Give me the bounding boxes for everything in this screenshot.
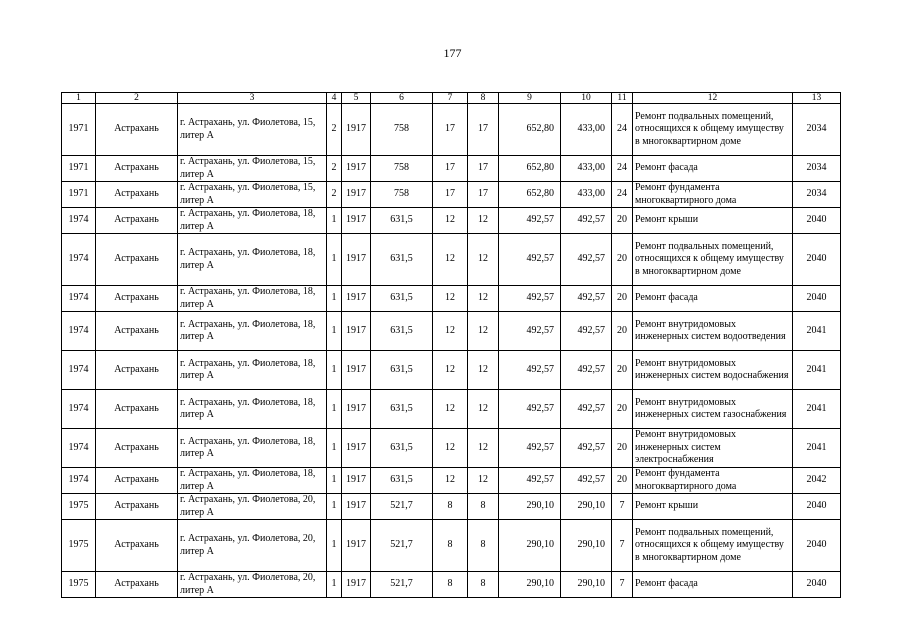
cell-col-11: 20 [612, 390, 633, 429]
cell-col-9: 492,57 [499, 429, 561, 468]
cell-code: 1974 [62, 390, 96, 429]
cell-col-11: 24 [612, 156, 633, 182]
cell-col-11: 24 [612, 104, 633, 156]
cell-col-9: 652,80 [499, 104, 561, 156]
cell-address: г. Астрахань, ул. Фиолетова, 18, литер А [178, 286, 327, 312]
cell-work-type: Ремонт фасада [633, 572, 793, 598]
column-number: 7 [433, 93, 468, 104]
cell-area: 631,5 [371, 234, 433, 286]
cell-col-10: 492,57 [561, 234, 612, 286]
cell-city: Астрахань [96, 572, 178, 598]
cell-city: Астрахань [96, 286, 178, 312]
cell-area: 758 [371, 156, 433, 182]
cell-col-9: 492,57 [499, 208, 561, 234]
cell-col-4: 1 [327, 208, 342, 234]
cell-city: Астрахань [96, 156, 178, 182]
cell-col-9: 492,57 [499, 312, 561, 351]
cell-code: 1974 [62, 312, 96, 351]
cell-col-11: 7 [612, 572, 633, 598]
cell-year: 1917 [342, 234, 371, 286]
table-row [62, 494, 841, 520]
cell-address: г. Астрахань, ул. Фиолетова, 18, литер А [178, 390, 327, 429]
cell-work-type: Ремонт фундамента многоквартирного дома [633, 182, 793, 208]
column-number-row [62, 93, 841, 104]
cell-col-9: 652,80 [499, 182, 561, 208]
cell-code: 1975 [62, 520, 96, 572]
cell-planned-year: 2040 [793, 208, 841, 234]
column-number: 8 [468, 93, 499, 104]
cell-work-type: Ремонт подвальных помещений, относящихся к общему имуществу в многоквартирном доме [633, 234, 793, 286]
cell-col-10: 492,57 [561, 286, 612, 312]
cell-col-11: 20 [612, 312, 633, 351]
cell-code: 1975 [62, 494, 96, 520]
cell-col-4: 1 [327, 312, 342, 351]
cell-col-7: 12 [433, 468, 468, 494]
cell-city: Астрахань [96, 468, 178, 494]
cell-col-7: 17 [433, 182, 468, 208]
cell-planned-year: 2041 [793, 429, 841, 468]
table-row [62, 468, 841, 494]
cell-col-4: 1 [327, 494, 342, 520]
cell-col-8: 8 [468, 520, 499, 572]
cell-work-type: Ремонт крыши [633, 494, 793, 520]
cell-year: 1917 [342, 104, 371, 156]
cell-col-11: 24 [612, 182, 633, 208]
cell-col-9: 652,80 [499, 156, 561, 182]
cell-work-type: Ремонт фасада [633, 286, 793, 312]
table-row [62, 156, 841, 182]
cell-col-7: 12 [433, 208, 468, 234]
cell-city: Астрахань [96, 182, 178, 208]
cell-address: г. Астрахань, ул. Фиолетова, 15, литер А [178, 156, 327, 182]
cell-work-type: Ремонт подвальных помещений, относящихся к общему имуществу в многоквартирном доме [633, 520, 793, 572]
cell-city: Астрахань [96, 494, 178, 520]
cell-col-9: 492,57 [499, 286, 561, 312]
column-number: 3 [178, 93, 327, 104]
cell-col-9: 492,57 [499, 468, 561, 494]
cell-col-7: 8 [433, 572, 468, 598]
cell-address: г. Астрахань, ул. Фиолетова, 20, литер А [178, 572, 327, 598]
cell-work-type: Ремонт внутридомовых инженерных систем газоснабжения [633, 390, 793, 429]
cell-planned-year: 2040 [793, 286, 841, 312]
column-number: 9 [499, 93, 561, 104]
cell-code: 1971 [62, 182, 96, 208]
cell-col-11: 20 [612, 468, 633, 494]
cell-work-type: Ремонт крыши [633, 208, 793, 234]
cell-planned-year: 2040 [793, 572, 841, 598]
cell-col-8: 12 [468, 429, 499, 468]
cell-col-8: 17 [468, 104, 499, 156]
table-row [62, 572, 841, 598]
cell-col-7: 12 [433, 234, 468, 286]
cell-col-4: 1 [327, 234, 342, 286]
cell-col-7: 17 [433, 104, 468, 156]
cell-col-10: 290,10 [561, 494, 612, 520]
cell-col-11: 20 [612, 429, 633, 468]
cell-code: 1974 [62, 351, 96, 390]
table-row [62, 286, 841, 312]
cell-col-10: 492,57 [561, 312, 612, 351]
cell-planned-year: 2042 [793, 468, 841, 494]
cell-col-7: 12 [433, 351, 468, 390]
cell-code: 1971 [62, 156, 96, 182]
cell-col-4: 1 [327, 429, 342, 468]
table-row [62, 520, 841, 572]
cell-col-9: 492,57 [499, 351, 561, 390]
cell-year: 1917 [342, 312, 371, 351]
cell-code: 1974 [62, 286, 96, 312]
column-number: 10 [561, 93, 612, 104]
cell-col-8: 12 [468, 390, 499, 429]
cell-col-9: 492,57 [499, 234, 561, 286]
cell-area: 631,5 [371, 468, 433, 494]
cell-col-4: 2 [327, 104, 342, 156]
cell-area: 521,7 [371, 494, 433, 520]
cell-col-4: 1 [327, 351, 342, 390]
cell-col-9: 290,10 [499, 494, 561, 520]
cell-code: 1974 [62, 234, 96, 286]
cell-col-9: 492,57 [499, 390, 561, 429]
cell-year: 1917 [342, 286, 371, 312]
cell-area: 521,7 [371, 572, 433, 598]
cell-col-7: 17 [433, 156, 468, 182]
cell-col-10: 290,10 [561, 572, 612, 598]
cell-year: 1917 [342, 494, 371, 520]
cell-address: г. Астрахань, ул. Фиолетова, 15, литер А [178, 182, 327, 208]
cell-col-8: 8 [468, 572, 499, 598]
cell-col-4: 1 [327, 572, 342, 598]
cell-col-8: 12 [468, 208, 499, 234]
table-row [62, 104, 841, 156]
cell-area: 631,5 [371, 286, 433, 312]
cell-col-8: 17 [468, 182, 499, 208]
cell-area: 521,7 [371, 520, 433, 572]
cell-col-7: 12 [433, 312, 468, 351]
cell-year: 1917 [342, 429, 371, 468]
cell-city: Астрахань [96, 429, 178, 468]
cell-col-4: 2 [327, 156, 342, 182]
cell-col-10: 433,00 [561, 104, 612, 156]
column-number: 5 [342, 93, 371, 104]
cell-col-8: 17 [468, 156, 499, 182]
cell-col-8: 12 [468, 312, 499, 351]
cell-code: 1974 [62, 429, 96, 468]
table-row [62, 390, 841, 429]
cell-area: 631,5 [371, 351, 433, 390]
column-number: 11 [612, 93, 633, 104]
cell-city: Астрахань [96, 234, 178, 286]
cell-address: г. Астрахань, ул. Фиолетова, 20, литер А [178, 520, 327, 572]
cell-col-9: 290,10 [499, 520, 561, 572]
cell-year: 1917 [342, 182, 371, 208]
cell-address: г. Астрахань, ул. Фиолетова, 18, литер А [178, 312, 327, 351]
cell-year: 1917 [342, 468, 371, 494]
cell-col-7: 12 [433, 390, 468, 429]
cell-col-8: 12 [468, 234, 499, 286]
cell-work-type: Ремонт внутридомовых инженерных систем водоотведения [633, 312, 793, 351]
table-row [62, 234, 841, 286]
cell-work-type: Ремонт фасада [633, 156, 793, 182]
table-row [62, 312, 841, 351]
cell-col-4: 1 [327, 286, 342, 312]
cell-planned-year: 2034 [793, 104, 841, 156]
cell-col-10: 290,10 [561, 520, 612, 572]
cell-code: 1971 [62, 104, 96, 156]
cell-year: 1917 [342, 208, 371, 234]
cell-col-10: 433,00 [561, 156, 612, 182]
cell-area: 631,5 [371, 208, 433, 234]
table-body [62, 93, 841, 598]
cell-planned-year: 2034 [793, 182, 841, 208]
cell-area: 631,5 [371, 312, 433, 351]
cell-col-7: 8 [433, 520, 468, 572]
cell-col-11: 20 [612, 286, 633, 312]
cell-work-type: Ремонт внутридомовых инженерных систем электроснабжения [633, 429, 793, 468]
column-number: 13 [793, 93, 841, 104]
cell-area: 758 [371, 182, 433, 208]
cell-col-4: 1 [327, 520, 342, 572]
cell-address: г. Астрахань, ул. Фиолетова, 15, литер А [178, 104, 327, 156]
column-number: 6 [371, 93, 433, 104]
cell-city: Астрахань [96, 390, 178, 429]
cell-address: г. Астрахань, ул. Фиолетова, 18, литер А [178, 429, 327, 468]
column-number: 2 [96, 93, 178, 104]
cell-address: г. Астрахань, ул. Фиолетова, 18, литер А [178, 234, 327, 286]
cell-code: 1975 [62, 572, 96, 598]
cell-work-type: Ремонт фундамента многоквартирного дома [633, 468, 793, 494]
table-row [62, 351, 841, 390]
cell-address: г. Астрахань, ул. Фиолетова, 18, литер А [178, 208, 327, 234]
cell-address: г. Астрахань, ул. Фиолетова, 20, литер А [178, 494, 327, 520]
cell-year: 1917 [342, 572, 371, 598]
cell-col-10: 433,00 [561, 182, 612, 208]
cell-col-8: 12 [468, 351, 499, 390]
table-row [62, 429, 841, 468]
cell-city: Астрахань [96, 351, 178, 390]
cell-city: Астрахань [96, 208, 178, 234]
cell-col-8: 12 [468, 468, 499, 494]
cell-col-10: 492,57 [561, 468, 612, 494]
cell-col-10: 492,57 [561, 390, 612, 429]
cell-col-11: 20 [612, 234, 633, 286]
cell-col-10: 492,57 [561, 208, 612, 234]
cell-area: 631,5 [371, 429, 433, 468]
cell-area: 758 [371, 104, 433, 156]
cell-work-type: Ремонт внутридомовых инженерных систем водоснабжения [633, 351, 793, 390]
cell-col-4: 1 [327, 468, 342, 494]
table-row [62, 208, 841, 234]
cell-col-11: 7 [612, 494, 633, 520]
cell-planned-year: 2041 [793, 312, 841, 351]
cell-year: 1917 [342, 351, 371, 390]
cell-planned-year: 2040 [793, 494, 841, 520]
cell-year: 1917 [342, 520, 371, 572]
cell-year: 1917 [342, 156, 371, 182]
cell-area: 631,5 [371, 390, 433, 429]
column-number: 1 [62, 93, 96, 104]
cell-address: г. Астрахань, ул. Фиолетова, 18, литер А [178, 468, 327, 494]
cell-code: 1974 [62, 208, 96, 234]
cell-col-11: 7 [612, 520, 633, 572]
cell-col-11: 20 [612, 351, 633, 390]
table-row [62, 182, 841, 208]
cell-col-7: 12 [433, 429, 468, 468]
column-number: 12 [633, 93, 793, 104]
cell-city: Астрахань [96, 312, 178, 351]
cell-year: 1917 [342, 390, 371, 429]
cell-col-10: 492,57 [561, 429, 612, 468]
cell-col-8: 12 [468, 286, 499, 312]
cell-col-7: 12 [433, 286, 468, 312]
cell-planned-year: 2040 [793, 234, 841, 286]
cell-planned-year: 2041 [793, 351, 841, 390]
page-number: 177 [443, 46, 462, 60]
repair-schedule-table [61, 92, 841, 598]
cell-address: г. Астрахань, ул. Фиолетова, 18, литер А [178, 351, 327, 390]
cell-planned-year: 2040 [793, 520, 841, 572]
cell-work-type: Ремонт подвальных помещений, относящихся к общему имуществу в многоквартирном доме [633, 104, 793, 156]
cell-code: 1974 [62, 468, 96, 494]
cell-planned-year: 2034 [793, 156, 841, 182]
cell-col-7: 8 [433, 494, 468, 520]
cell-col-11: 20 [612, 208, 633, 234]
cell-col-9: 290,10 [499, 572, 561, 598]
cell-col-4: 2 [327, 182, 342, 208]
column-number: 4 [327, 93, 342, 104]
cell-col-10: 492,57 [561, 351, 612, 390]
cell-city: Астрахань [96, 520, 178, 572]
cell-city: Астрахань [96, 104, 178, 156]
cell-col-8: 8 [468, 494, 499, 520]
cell-planned-year: 2041 [793, 390, 841, 429]
cell-col-4: 1 [327, 390, 342, 429]
